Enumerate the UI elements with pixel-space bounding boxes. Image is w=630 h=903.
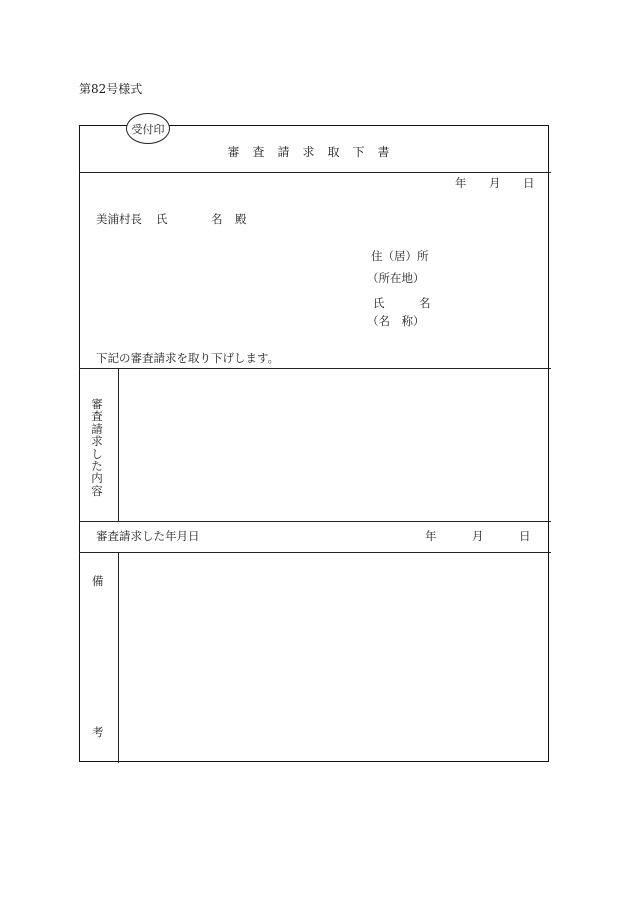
- name-label-1: 氏: [373, 296, 385, 310]
- content-label-char: 審: [91, 397, 103, 411]
- request-date-month: 月: [472, 529, 484, 543]
- request-date-year: 年: [425, 529, 437, 543]
- withdrawal-statement: 下記の審査請求を取り下げします。: [96, 351, 280, 365]
- addressee-name-mark: 氏: [156, 212, 168, 226]
- content-label-char: 求: [91, 434, 103, 449]
- date-year: 年: [455, 176, 467, 190]
- remarks-label-bottom: 考: [92, 725, 104, 739]
- header-divider: [79, 368, 551, 369]
- content-label-char: 査: [91, 409, 103, 424]
- form-frame: [79, 125, 549, 762]
- date-day: 日: [523, 176, 535, 190]
- title-divider: [79, 172, 551, 173]
- addressee-name-suffix: 名: [211, 212, 223, 226]
- remarks-label-divider: [118, 552, 119, 763]
- date-divider: [79, 552, 551, 553]
- content-label-char: 内: [91, 471, 103, 486]
- date-month: 月: [489, 176, 501, 190]
- remarks-label-top: 備: [92, 574, 104, 588]
- content-divider: [79, 521, 551, 522]
- name-alt-label: （名 称）: [367, 314, 425, 328]
- content-label-char: し: [91, 446, 103, 461]
- content-label: [87, 398, 107, 497]
- name-label-2: 名: [419, 296, 431, 310]
- content-label-divider: [118, 368, 119, 521]
- request-date-day: 日: [519, 529, 531, 543]
- addressee-honorific: 殿: [235, 212, 247, 226]
- addressee-prefix: 美浦村長: [96, 212, 142, 226]
- reception-stamp: 受付印: [126, 113, 170, 144]
- content-label-char: た: [91, 459, 103, 474]
- content-label-char: 容: [91, 483, 103, 498]
- content-label-char: 請: [91, 421, 103, 436]
- address-label: 住（居）所: [371, 249, 429, 263]
- request-date-label: 審査請求した年月日: [96, 529, 200, 543]
- document-title: 審査請求取下書: [227, 145, 403, 159]
- form-number: 第82号様式: [79, 82, 143, 96]
- address-alt-label: （所在地）: [367, 271, 425, 285]
